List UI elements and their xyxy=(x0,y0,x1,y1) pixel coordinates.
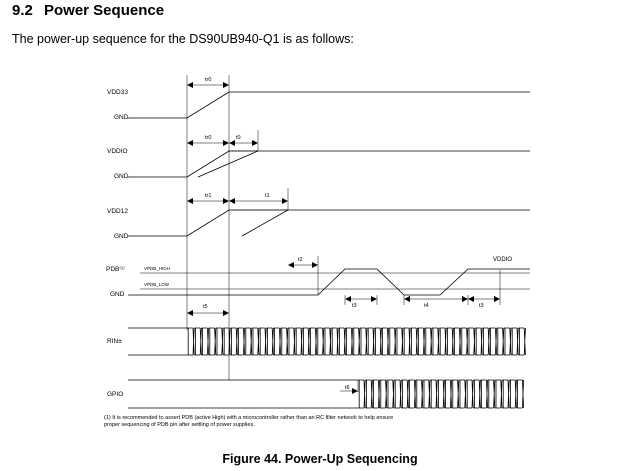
pdb-high-vddio-label: VDDIO xyxy=(493,257,513,263)
vddio-label: VDDIO xyxy=(107,148,128,155)
vdd12-alt-waveform xyxy=(242,210,288,236)
rin-data-pattern xyxy=(187,328,525,355)
intro-text: The power-up sequence for the DS90UB940-Q1 is as follows: xyxy=(12,32,354,46)
vdd12-waveform xyxy=(128,210,530,236)
section-number: 9.2 xyxy=(12,2,33,19)
footnote-line-1: (1) It is recommended to assert PDB (active High) with a microcontroller rather than an RC filter network to help ensure xyxy=(104,415,394,421)
t0-label: t0 xyxy=(236,135,241,141)
gpio-label: GPIO xyxy=(107,391,124,398)
vdd12-label: VDD12 xyxy=(107,208,128,215)
tr0-vddio-label: tr0 xyxy=(205,135,212,141)
t3-label-b: t3 xyxy=(479,303,484,309)
t4-label: t4 xyxy=(424,303,429,309)
gnd-label-3: GND xyxy=(114,233,129,240)
figure-caption: Figure 44. Power-Up Sequencing xyxy=(222,452,418,466)
gpio-data-pattern xyxy=(358,380,524,408)
t3-label-a: t3 xyxy=(352,303,357,309)
t5-label: t5 xyxy=(203,304,208,310)
vpdb-high-label: VPDB_HIGH xyxy=(144,266,171,271)
gnd-label-4: GND xyxy=(110,291,125,298)
t1-label: t1 xyxy=(265,193,270,199)
t2-label: t2 xyxy=(298,257,303,263)
vdd33-label: VDD33 xyxy=(107,89,128,96)
tr0-vdd33-label: tr0 xyxy=(205,77,212,83)
gnd-label-2: GND xyxy=(114,173,129,180)
vddio-alt-waveform xyxy=(198,151,258,177)
vpdb-low-label: VPDB_LOW xyxy=(144,282,170,287)
pdb-label: PDB⁽¹⁾ xyxy=(106,266,125,273)
gnd-label-1: GND xyxy=(114,114,129,121)
footnote-line-2: proper sequencing of PDB pin after settling of power supplies. xyxy=(104,422,255,428)
rin-label: RIN± xyxy=(107,338,122,345)
t6-label: t6 xyxy=(345,385,350,391)
vddio-waveform xyxy=(128,151,530,177)
vdd33-waveform xyxy=(128,92,530,118)
section-title: Power Sequence xyxy=(44,2,165,19)
tr1-label: tr1 xyxy=(205,193,212,199)
